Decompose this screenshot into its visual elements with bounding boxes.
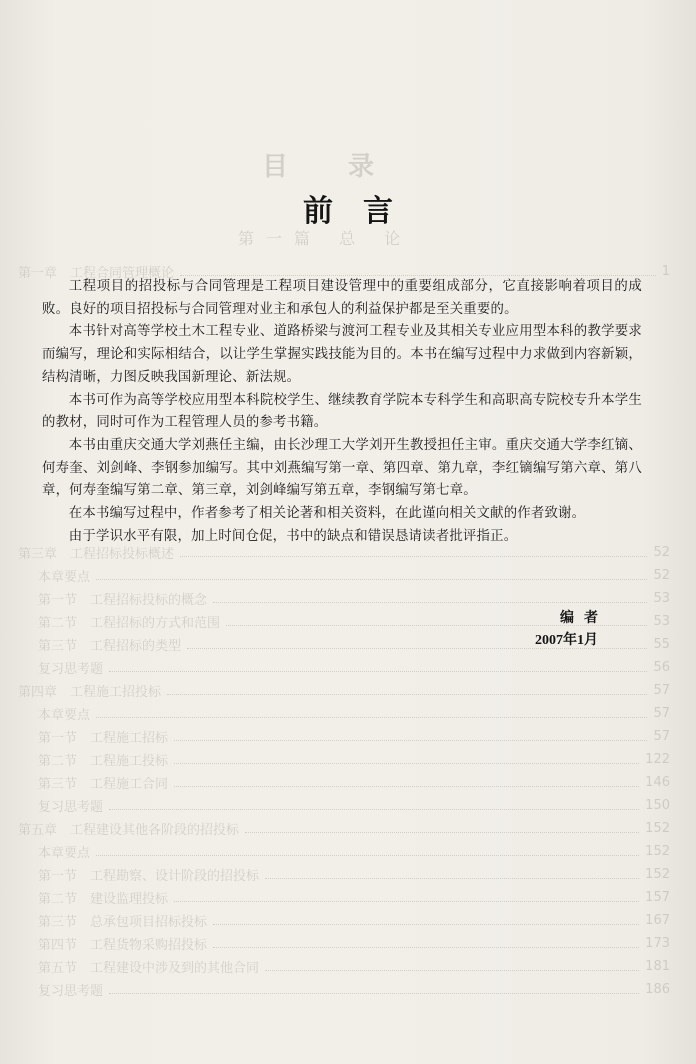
preface-body	[42, 276, 642, 548]
bleed-toc-row	[18, 681, 670, 699]
bleed-toc-row-leader	[174, 778, 639, 787]
bleed-toc-part: 第一篇 总 论	[238, 229, 413, 248]
paragraph-3: 本书可作为高等学校应用型本科院校学生、继续教育学院本专科学生和高职高专院校专升本学生的教材，同时可作为工程管理人员的参考书籍。	[42, 392, 642, 431]
bleed-toc-row-leader	[109, 985, 639, 994]
bleed-toc-row	[38, 773, 670, 791]
bleed-toc-row-page: 57	[653, 728, 670, 744]
bleed-toc-row	[38, 957, 670, 975]
bleed-toc-row-page: 53	[653, 613, 670, 629]
bleed-toc-row-label: 第四章 工程施工招投标	[18, 684, 162, 700]
bleed-toc-row-page: 173	[645, 935, 670, 951]
bleed-toc-row-leader	[167, 686, 647, 695]
bleed-toc-row-leader	[213, 939, 639, 948]
bleed-toc-row-label: 本章要点	[38, 845, 91, 861]
bleed-toc-row-page: 146	[645, 774, 670, 790]
bleed-toc-row-page: 167	[645, 912, 670, 928]
paragraph-4: 本书由重庆交通大学刘燕任主编，由长沙理工大学刘开生教授担任主审。重庆交通大学李红镝、何寿奎、刘剑峰、李钢参加编写。其中刘燕编写第一章、第四章、第九章，李红镝编写第六章、第八章，何寿奎编写第二章、第三章，刘剑峰编写第五章，李钢编写第七章。	[42, 437, 642, 499]
bleed-toc-row-label: 第一节 工程勘察、设计阶段的招投标	[38, 868, 260, 884]
bleed-toc-row	[38, 704, 670, 722]
bleed-toc-row-leader	[96, 847, 639, 856]
bleed-toc-row	[38, 796, 670, 814]
bleed-toc-row-label: 复习思考题	[38, 661, 104, 677]
bleed-toc-row	[18, 819, 670, 837]
bleed-toc-row-page: 53	[653, 590, 670, 606]
bleed-toc-row-leader	[174, 732, 647, 741]
bleed-toc-row-label: 第二节 建设监理投标	[38, 891, 169, 907]
bleed-toc-row-page: 152	[645, 820, 670, 836]
bleed-toc-row-label: 第三节 总承包项目招标投标	[38, 914, 208, 930]
bleed-toc-row-leader	[96, 571, 647, 580]
bleed-toc-row-label: 本章要点	[38, 569, 91, 585]
bleed-toc-row-leader	[265, 870, 639, 879]
bleed-toc-row-leader	[180, 548, 647, 557]
bleed-toc-row-leader	[245, 824, 639, 833]
paragraph-2: 本书针对高等学校土木工程专业、道路桥梁与渡河工程专业及其相关专业应用型本科的教学要求而编写，理论和实际相结合，以让学生掌握实践技能为目的。本书在编写过程中力求做到内容新颖，结构清晰，力图反映我国新理论、新法规。	[42, 324, 642, 385]
bleed-toc-row-label: 第二节 工程施工投标	[38, 753, 169, 769]
bleed-toc-row-label: 第二节 工程招标的方式和范围	[38, 615, 221, 631]
bleed-toc-row	[38, 842, 670, 860]
bleed-toc-row	[38, 750, 670, 768]
page-title: 前言	[303, 194, 423, 229]
bleed-toc-row	[38, 566, 670, 584]
bleed-toc-row-page: 57	[653, 705, 670, 721]
bleed-toc-row-page: 152	[645, 843, 670, 859]
bleed-toc-row-label: 复习思考题	[38, 799, 104, 815]
bleed-toc-row	[38, 888, 670, 906]
bleed-toc-row	[38, 911, 670, 929]
bleed-toc-row	[38, 658, 670, 676]
signature-date: 2007年1月	[535, 633, 598, 648]
bleed-toc-row-leader	[96, 709, 647, 718]
bleed-toc-row-leader	[213, 594, 647, 603]
bleed-toc-row-label: 第五节 工程建设中涉及到的其他合同	[38, 960, 260, 976]
bleed-toc-row-label: 复习思考题	[38, 983, 104, 999]
bleed-toc-row-page: 186	[645, 981, 670, 997]
bleed-toc-row	[38, 980, 670, 998]
bleed-toc-row-page: 52	[653, 544, 670, 560]
bleed-toc-row-leader	[265, 962, 639, 971]
bleed-toc-row-leader	[180, 267, 656, 276]
bleed-toc-row-page: 55	[653, 636, 670, 652]
bleed-toc-row-leader	[109, 663, 647, 672]
bleed-toc-row	[38, 865, 670, 883]
bleed-toc-row-page: 152	[645, 866, 670, 882]
paragraph-6: 由于学识水平有限，加上时间仓促，书中的缺点和错误恳请读者批评指正。	[68, 528, 518, 544]
bleed-toc-row	[38, 589, 670, 607]
signature-author: 编者	[560, 610, 608, 626]
bleed-toc-row-label: 第一节 工程施工招标	[38, 730, 169, 746]
bleed-toc-row-page: 157	[645, 889, 670, 905]
bleed-toc-row-label: 本章要点	[38, 707, 91, 723]
bleed-toc-row-page: 57	[653, 682, 670, 698]
bleed-toc-row-page: 1	[661, 263, 670, 279]
bleed-toc-row-label: 第三节 工程招标的类型	[38, 638, 182, 654]
paragraph-1: 工程项目的招投标与合同管理是工程项目建设管理中的重要组成部分，它直接影响着项目的成败。良好的项目招投标与合同管理对业主和承包人的利益保护都是至关重要的。	[42, 279, 642, 317]
bleed-toc-row-page: 52	[653, 567, 670, 583]
bleed-toc-row-label: 第三章 工程招标投标概述	[18, 546, 175, 562]
bleed-toc-row-leader	[109, 801, 639, 810]
bleed-toc-row-label: 第五章 工程建设其他各阶段的招投标	[18, 822, 240, 838]
bleed-toc-row-label: 第四节 工程货物采购招投标	[38, 937, 208, 953]
bleed-toc-row-label: 第三节 工程施工合同	[38, 776, 169, 792]
bleed-toc-row-page: 150	[645, 797, 670, 813]
bleed-toc-row-page: 122	[645, 751, 670, 767]
bleed-toc-row	[38, 727, 670, 745]
bleed-toc-row-page: 56	[653, 659, 670, 675]
bleed-toc-row-leader	[174, 755, 639, 764]
bleed-toc-row-page: 181	[645, 958, 670, 974]
bleed-toc-row-label: 第一章 工程合同管理概论	[18, 265, 175, 281]
bleed-toc-row-leader	[213, 916, 639, 925]
signature-block	[535, 607, 608, 653]
bleed-toc-title: 目录	[262, 152, 435, 182]
bleed-toc-row	[38, 934, 670, 952]
bleed-toc-row-label: 第一节 工程招标投标的概念	[38, 592, 208, 608]
paragraph-5: 在本书编写过程中，作者参考了相关论著和相关资料，在此谨向相关文献的作者致谢。	[68, 506, 586, 522]
bleed-toc-row-leader	[174, 893, 639, 902]
